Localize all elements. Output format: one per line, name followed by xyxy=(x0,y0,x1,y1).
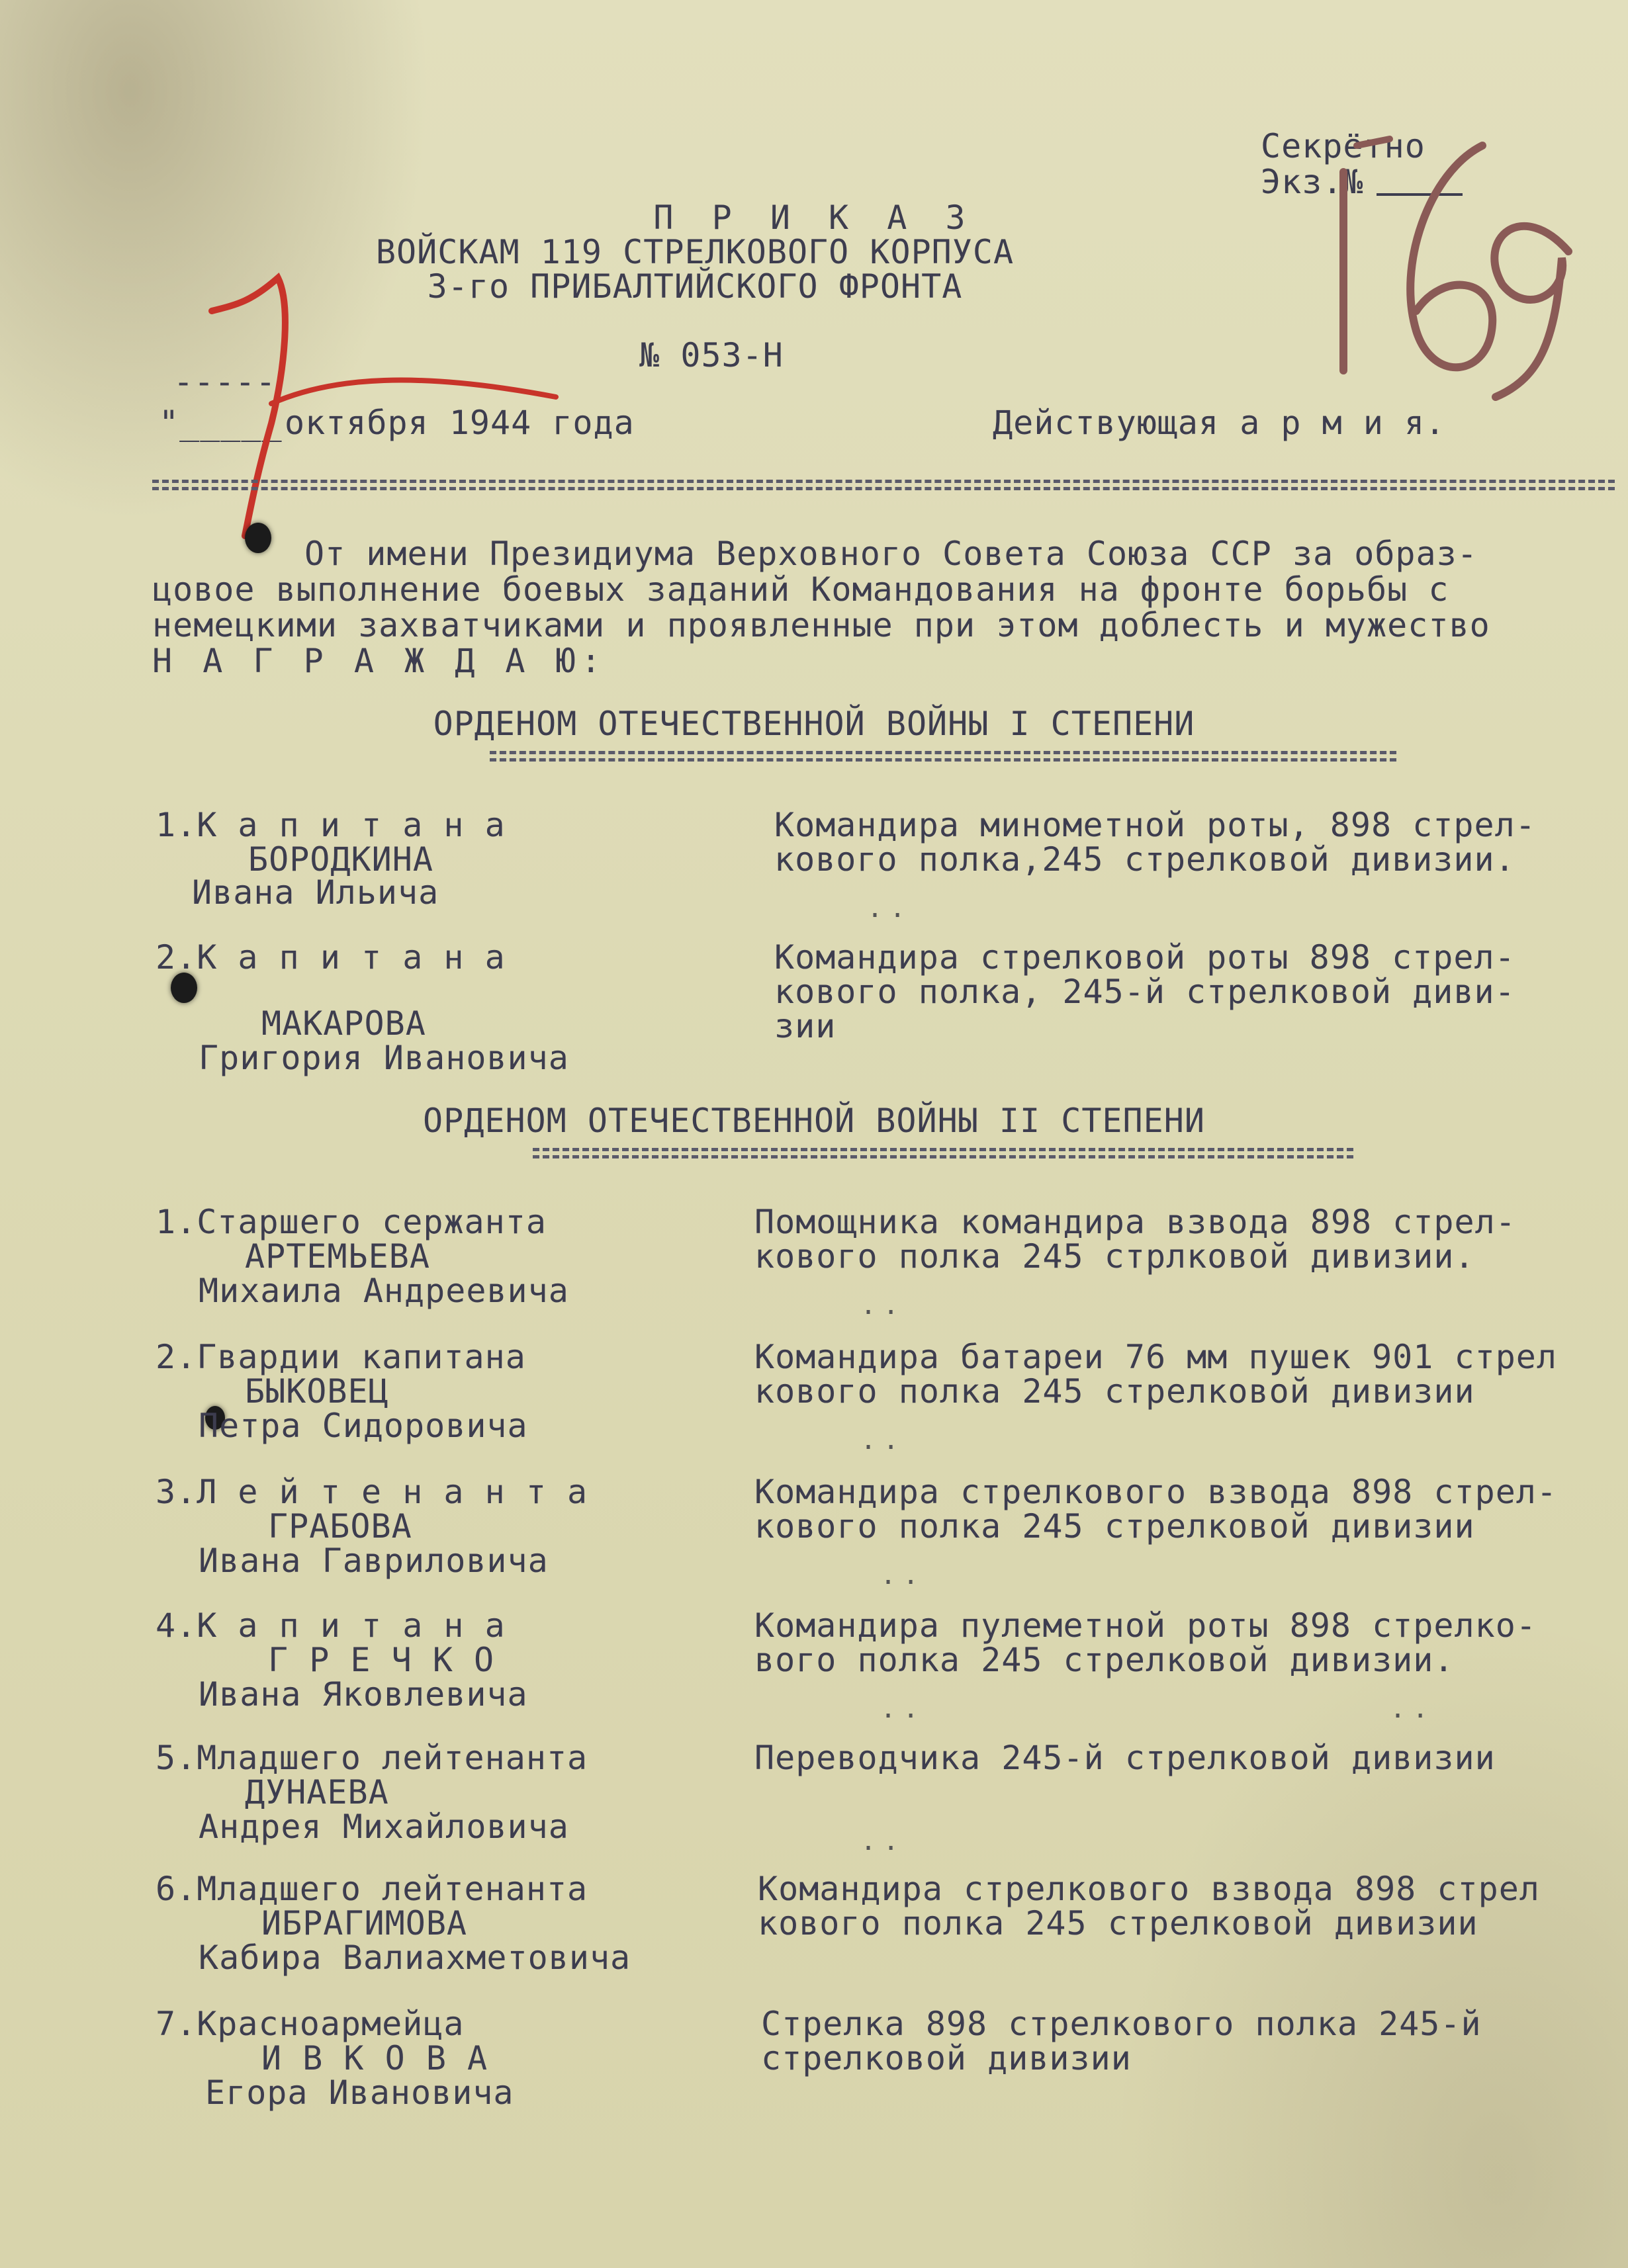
s1-entry1-surname: БОРОДКИНА xyxy=(248,840,433,879)
s2-entry5-surname: ДУНАЕВА xyxy=(245,1773,389,1811)
order-number: № 053-Н xyxy=(639,336,784,374)
s2-entry7-name: Егора Ивановича xyxy=(205,2073,514,2112)
s2-entry1-post2: кового полка 245 стрлковой дивизии. xyxy=(754,1237,1475,1276)
s2-entry3-name: Ивана Гавриловича xyxy=(199,1542,549,1580)
preamble-line2: цовое выполнение боевых заданий Командования на фронте борьбы с xyxy=(152,570,1449,609)
s2-entry2-rank: 2.Гвардии капитана xyxy=(156,1338,526,1376)
s2-entry4-dots-right: .. xyxy=(1390,1694,1435,1724)
s1-entry1-dots: .. xyxy=(867,893,913,924)
s1-entry2-surname: МАКАРОВА xyxy=(261,1004,426,1043)
s2-entry1-dots: .. xyxy=(860,1290,906,1321)
s2-entry3-dots: .. xyxy=(880,1560,926,1591)
s2-entry6-post1: Командира стрелкового взвода 898 стрел xyxy=(758,1870,1540,1908)
s2-entry6-post2: кового полка 245 стрелковой дивизии xyxy=(758,1904,1478,1942)
punch-hole-middle xyxy=(171,973,197,1003)
s2-entry2-post1: Командира батареи 76 мм пушек 901 стрел xyxy=(754,1338,1557,1376)
header-divider xyxy=(152,480,1615,490)
s2-entry3-rank: 3.Л е й т е н а н т а xyxy=(156,1473,588,1511)
section1-title: ОРДЕНОМ ОТЕЧЕСТВЕННОЙ ВОЙНЫ I СТЕПЕНИ xyxy=(433,705,1195,743)
preamble-line3: немецкими захватчиками и проявленные при этом доблесть и мужество xyxy=(152,606,1490,644)
s1-entry1-rank: 1.К а п и т а н а xyxy=(156,806,506,844)
s1-entry2-rank: 2.К а п и т а н а xyxy=(156,938,506,977)
s2-entry3-post1: Командира стрелкового взвода 898 стрел- xyxy=(754,1473,1557,1511)
s2-entry1-post1: Помощника командира взвода 898 стрел- xyxy=(754,1203,1516,1241)
s2-entry4-name: Ивана Яковлевича xyxy=(199,1675,528,1714)
s2-entry6-rank: 6.Младшего лейтенанта xyxy=(156,1870,588,1908)
s1-entry2-name: Григория Ивановича xyxy=(199,1039,569,1077)
section2-title: ОРДЕНОМ ОТЕЧЕСТВЕННОЙ ВОЙНЫ II СТЕПЕНИ xyxy=(423,1102,1205,1140)
s2-entry4-surname: Г Р Е Ч К О xyxy=(268,1641,495,1679)
s2-entry1-name: Михаила Андреевича xyxy=(199,1272,569,1310)
date-month-year: октября 1944 года xyxy=(285,404,635,442)
punch-hole-top xyxy=(245,523,271,553)
preamble-line1: От имени Президиума Верховного Совета Союза ССР за образ- xyxy=(304,535,1478,573)
s1-entry1-post1: Командира минометной роты, 898 стрел- xyxy=(774,806,1536,844)
s2-entry6-surname: ИБРАГИМОВА xyxy=(261,1904,468,1942)
s2-entry2-post2: кового полка 245 стрелковой дивизии xyxy=(754,1372,1475,1411)
s2-entry5-name: Андрея Михайловича xyxy=(199,1808,569,1846)
s1-entry2-post1: Командира стрелковой роты 898 стрел- xyxy=(774,938,1515,977)
date-day-blank: "_____ xyxy=(159,404,283,442)
s2-entry7-surname: И В К О В А xyxy=(261,2039,488,2077)
date-blank-top: ----- xyxy=(173,363,277,401)
s2-entry1-rank: 1.Старшего сержанта xyxy=(156,1203,547,1241)
order-title: П Р И К А З xyxy=(653,198,975,237)
s2-entry7-post2: стрелковой дивизии xyxy=(761,2039,1132,2077)
s2-entry3-post2: кового полка 245 стрелковой дивизии xyxy=(754,1507,1475,1546)
s2-entry2-surname: БЫКОВЕЦ xyxy=(245,1372,389,1411)
copy-number-label: Экз.№ xyxy=(1261,163,1364,201)
s2-entry6-name: Кабира Валиахметовича xyxy=(199,1939,631,1977)
section1-underline xyxy=(490,751,1396,762)
issued-place: Действующая а р м и я. xyxy=(993,404,1446,442)
section2-underline xyxy=(533,1148,1353,1158)
preamble-award-word: Н А Г Р А Ж Д А Ю: xyxy=(152,642,606,680)
secret-stamp: Секрётно xyxy=(1261,127,1425,165)
s2-entry2-name: Петра Сидоровича xyxy=(199,1407,528,1445)
s1-entry1-post2: кового полка,245 стрелковой дивизии. xyxy=(774,840,1515,879)
s2-entry5-rank: 5.Младшего лейтенанта xyxy=(156,1739,588,1777)
s2-entry2-dots: .. xyxy=(860,1425,906,1456)
s2-entry4-rank: 4.К а п и т а н а xyxy=(156,1606,506,1645)
s2-entry7-rank: 7.Красноармейца xyxy=(156,2005,465,2043)
s1-entry2-post3: зии xyxy=(774,1007,837,1045)
s2-entry5-post1: Переводчика 245-й стрелковой дивизии xyxy=(754,1739,1496,1777)
order-addressee-line2: 3-го ПРИБАЛТИЙСКОГО ФРОНТА xyxy=(427,267,963,306)
s2-entry3-surname: ГРАБОВА xyxy=(268,1507,412,1546)
s2-entry4-dots: .. xyxy=(880,1694,926,1724)
s2-entry4-post2: вого полка 245 стрелковой дивизии. xyxy=(754,1641,1455,1679)
s1-entry2-post2: кового полка, 245-й стрелковой диви- xyxy=(774,973,1515,1011)
handwritten-date-7 xyxy=(199,265,569,543)
s2-entry5-dots: .. xyxy=(860,1826,906,1856)
s2-entry4-post1: Командира пулеметной роты 898 стрелко- xyxy=(754,1606,1537,1645)
s1-entry1-name: Ивана Ильича xyxy=(192,873,439,912)
order-addressee-line1: ВОЙСКАМ 119 СТРЕЛКОВОГО КОРПУСА xyxy=(375,233,1015,271)
s2-entry7-post1: Стрелка 898 стрелкового полка 245-й xyxy=(761,2005,1482,2043)
s2-entry1-surname: АРТЕМЬЕВА xyxy=(245,1237,430,1276)
